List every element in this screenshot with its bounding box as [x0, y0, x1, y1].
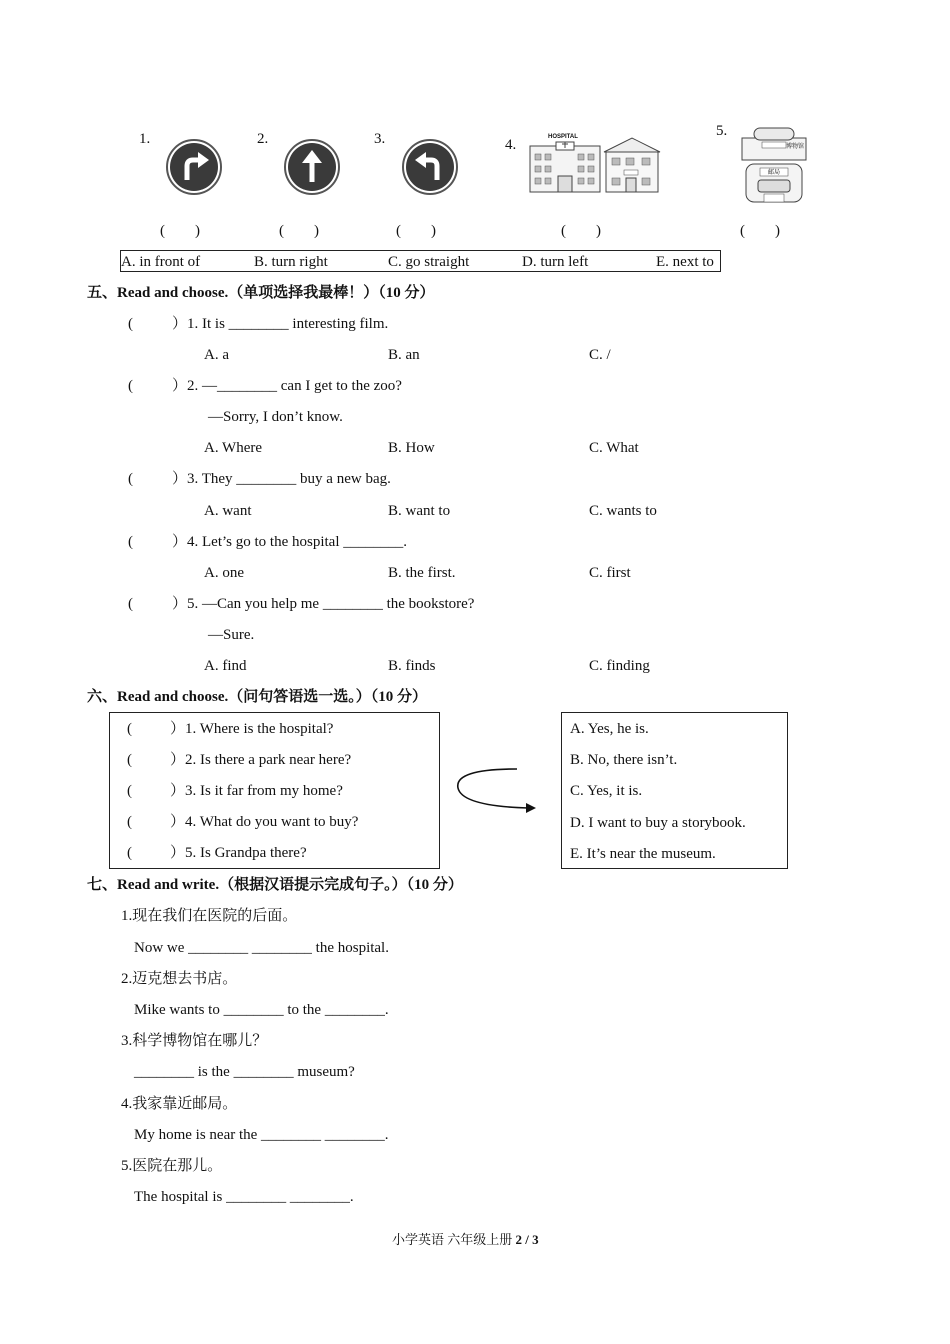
match-question: ）3. Is it far from my home? [170, 783, 343, 799]
option-a: A. in front of [121, 254, 201, 270]
answer-paren-open[interactable]: ( [128, 534, 133, 550]
choice-c: C. wants to [589, 503, 657, 519]
picture-answer-blank-4[interactable]: ( ) [561, 223, 601, 239]
answer-paren-open[interactable]: ( [127, 783, 132, 799]
page-number: 2 / 3 [515, 1232, 539, 1247]
match-question: ）5. Is Grandpa there? [170, 845, 307, 861]
question-response: —Sorry, I don’t know. [208, 409, 343, 425]
section7-heading: 七、Read and write.（根据汉语提示完成句子。）（10 分） [87, 877, 463, 893]
choice-c: C. first [589, 565, 631, 581]
picture-answer-blank-1[interactable]: ( ) [160, 223, 200, 239]
chinese-prompt: 5.医院在那儿。 [121, 1158, 223, 1174]
picture-number-4: 4. [505, 137, 517, 153]
picture-answer-blank-3[interactable]: ( ) [396, 223, 436, 239]
answer-paren-open[interactable]: ( [127, 814, 132, 830]
english-sentence: Now we ________ ________ the hospital. [134, 940, 389, 956]
choice-c: C. What [589, 440, 639, 456]
hospital-buildings-icon [526, 132, 664, 194]
question-text: ）2. —________ can I get to the zoo? [172, 378, 402, 394]
choice-a: A. one [204, 565, 244, 581]
picture-answer-blank-5[interactable]: ( ) [740, 223, 780, 239]
match-answer: E. It’s near the museum. [570, 846, 716, 862]
match-answer: D. I want to buy a storybook. [570, 815, 746, 831]
question-response: —Sure. [208, 627, 255, 643]
match-answer: C. Yes, it is. [570, 783, 643, 799]
match-answer: A. Yes, he is. [570, 721, 649, 737]
building5-top-label: 博物馆 [786, 144, 805, 150]
chinese-prompt: 4.我家靠近邮局。 [121, 1096, 238, 1112]
choice-c: C. finding [589, 658, 650, 674]
footer-text: 小学英语 六年级上册 [392, 1232, 516, 1247]
choice-a: A. want [204, 503, 252, 519]
hospital-sign-text: HOSPITAL [548, 134, 578, 140]
answer-paren-open[interactable]: ( [128, 316, 133, 332]
section5-heading: 五、Read and choose.（单项选择我最棒！）（10 分） [87, 285, 435, 301]
answer-paren-open[interactable]: ( [127, 845, 132, 861]
answer-paren-open[interactable]: ( [128, 596, 133, 612]
option-c: C. go straight [388, 254, 470, 270]
choice-a: A. find [204, 658, 247, 674]
chinese-prompt: 1.现在我们在医院的后面。 [121, 908, 298, 924]
option-e: E. next to [656, 254, 714, 270]
match-answer: B. No, there isn’t. [570, 752, 678, 768]
choice-b: B. How [388, 440, 435, 456]
question-text: ）3. They ________ buy a new bag. [172, 471, 391, 487]
answer-paren-open[interactable]: ( [127, 721, 132, 737]
answer-paren-open[interactable]: ( [128, 378, 133, 394]
go-straight-sign-icon [283, 138, 341, 196]
english-sentence: Mike wants to ________ to the ________. [134, 1002, 389, 1018]
choice-b: B. the first. [388, 565, 456, 581]
question-text: ）1. It is ________ interesting film. [172, 316, 389, 332]
section6-heading: 六、Read and choose.（问句答语选一选。）（10 分） [87, 689, 428, 705]
chinese-prompt: 2.迈克想去书店。 [121, 971, 238, 987]
turn-right-sign-icon [165, 138, 223, 196]
english-sentence: My home is near the ________ ________. [134, 1127, 389, 1143]
picture-number-5: 5. [716, 123, 728, 139]
museum-post-office-icon [738, 124, 810, 206]
choice-c: C. / [589, 347, 611, 363]
question-text: ）4. Let’s go to the hospital ________. [172, 534, 407, 550]
answer-paren-open[interactable]: ( [127, 752, 132, 768]
choice-a: A. a [204, 347, 229, 363]
match-question: ）1. Where is the hospital? [170, 721, 334, 737]
match-question: ）2. Is there a park near here? [170, 752, 352, 768]
english-sentence: ________ is the ________ museum? [134, 1064, 355, 1080]
picture-number-3: 3. [374, 131, 386, 147]
choice-a: A. Where [204, 440, 263, 456]
match-question: ）4. What do you want to buy? [170, 814, 359, 830]
building5-bottom-label: 邮局 [768, 170, 781, 176]
picture-number-2: 2. [257, 131, 269, 147]
picture-answer-blank-2[interactable]: ( ) [279, 223, 319, 239]
choice-b: B. finds [388, 658, 436, 674]
turn-left-sign-icon [401, 138, 459, 196]
choice-b: B. want to [388, 503, 451, 519]
question-text: ）5. —Can you help me ________ the bookstore? [172, 596, 475, 612]
answer-paren-open[interactable]: ( [128, 471, 133, 487]
option-b: B. turn right [254, 254, 328, 270]
english-sentence: The hospital is ________ ________. [134, 1189, 354, 1205]
choice-b: B. an [388, 347, 420, 363]
page-footer [392, 1231, 539, 1249]
chinese-prompt: 3.科学博物馆在哪儿？ [121, 1033, 268, 1049]
picture-number-1: 1. [139, 131, 151, 147]
option-d: D. turn left [522, 254, 589, 270]
curved-arrow-icon [452, 762, 544, 818]
